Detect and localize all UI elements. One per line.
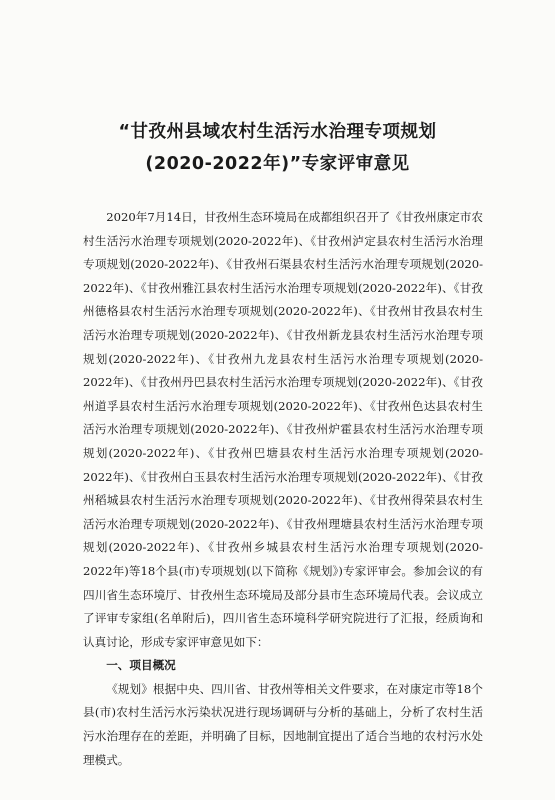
document-title-line-1: “甘孜州县域农村生活污水治理专项规划 [118,122,437,142]
paragraph-meeting-summary: 2020年7月14日，甘孜州生态环境局在成都组织召开了《甘孜州康定市农村生活污水治理专项规划(2020-2022年)、《甘孜州泸定县农村生活污水治理专项规划(2020-2022年)、《甘孜州石渠县农村生活污水治理专项规划(2020-2022年)、《甘孜州雅江县农村生活污水治理专项规划(2020-2022年)、《甘孜州德格县农村生活污水治理专项规划(2020-2022年)、《甘孜州甘孜县农村生活污水治理专项规划(2020-2022年)、《甘孜州新龙县农村生活污水治理专项规划(2020-2022年)、《甘孜州九龙县农村生活污水治理专项规划(2020-2022年)、《甘孜州丹巴县农村生活污水治理专项规划(2020-2022年)、《甘孜州道孚县农村生活污水治理专项规划(2020-2022年)、《甘孜州色达县农村生活污水治理专项规划(2020-2022年)、《甘孜州炉霍县农村生活污水治理专项规划(2020-2022年)、《甘孜州巴塘县农村生活污水治理专项规划(2020-2022年)、《甘孜州白玉县农村生活污水治理专项规划(2020-2022年)、《甘孜州稻城县农村生活污水治理专项规划(2020-2022年)、《甘孜州得荣县农村生活污水治理专项规划(2020-2022年)、《甘孜州理塘县农村生活污水治理专项规划(2020-2022年)、《甘孜州乡城县农村生活污水治理专项规划(2020-2022年)等18个县(市)专项规划(以下简称《规划》)专家评审会。参加会议的有四川省生态环境厅、甘孜州生态环境局及部分县市生态环境局代表。会议成立了评审专家组(名单附后)，四川省生态环境科学研究院进行了汇报，经质询和认真讨论，形成专家评审意见如下： [83,210,483,649]
document-body [83,206,483,772]
document-title-line-2: (2020-2022年)”专家评审意见 [145,154,410,174]
section-heading-project-overview: 一、项目概况 [106,658,176,673]
paragraph-project-overview: 《规划》根据中央、四川省、甘孜州等相关文件要求，在对康定市等18个县(市)农村生活污水污染状况进行现场调研与分析的基础上，分析了农村生活污水治理存在的差距，并明确了目标，因地制宜提出了适合当地的农村污水处理模式。 [83,681,483,767]
